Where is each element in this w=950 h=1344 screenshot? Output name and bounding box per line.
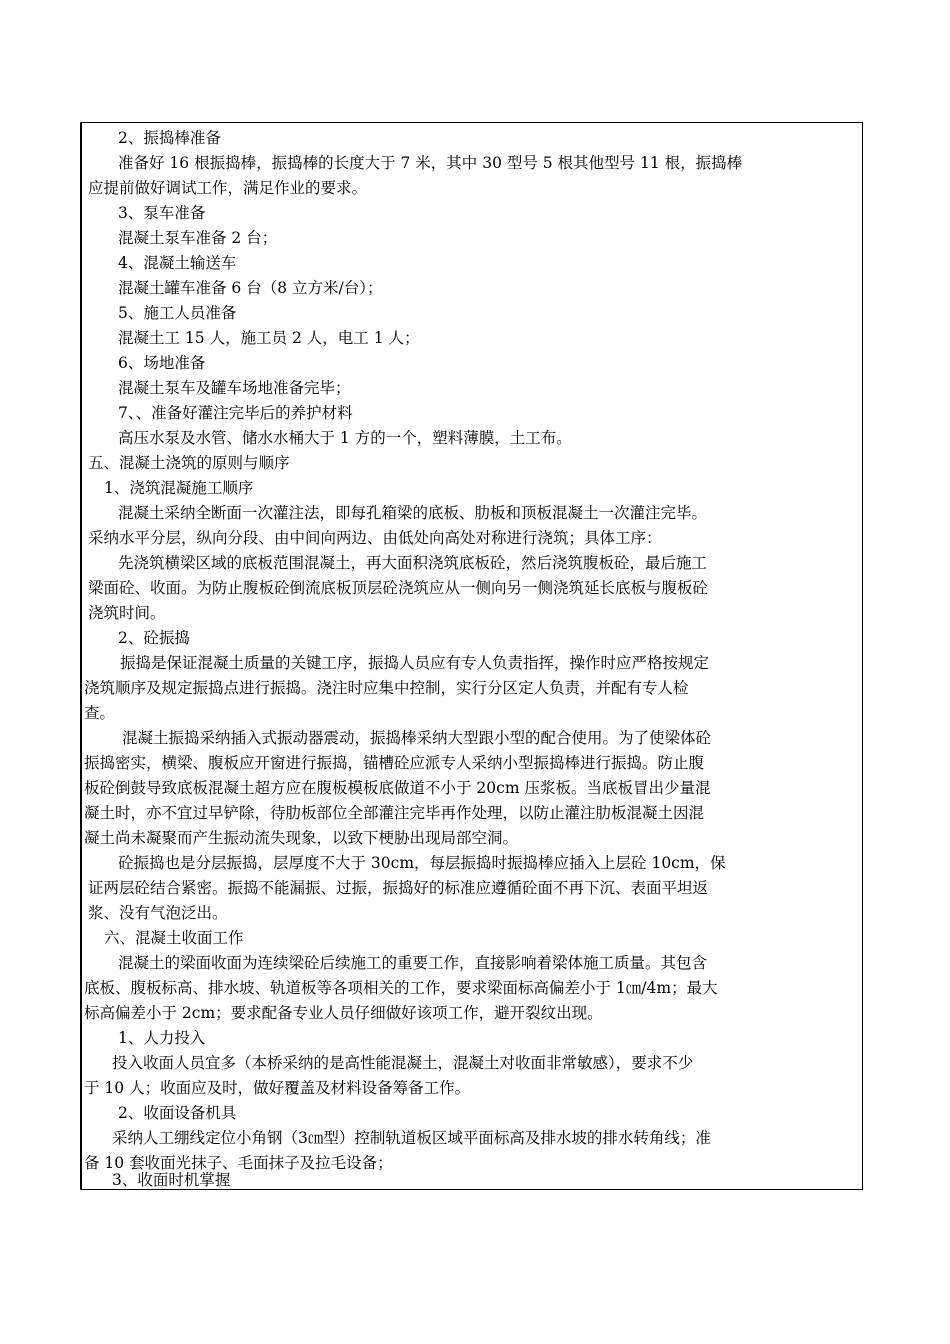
paragraph-line: 混凝土泵车准备 2 台； — [118, 229, 278, 247]
paragraph-line: 采纳人工绷线定位小角钢（3㎝型）控制轨道板区域平面标高及排水坡的排水转角线；准 — [112, 1129, 711, 1147]
heading-vibrator-prep: 2、振捣棒准备 — [118, 129, 221, 147]
paragraph-line: 混凝土的梁面收面为连续梁砼后续施工的重要工作，直接影响着梁体施工质量。其包含 — [118, 954, 708, 972]
paragraph-line: 标高偏差小于 2cm；要求配备专业人员仔细做好该项工作，避开裂纹出现。 — [84, 1004, 603, 1022]
paragraph-line: 底板、腹板标高、排水坡、轨道板等各项相关的工作，要求梁面标高偏差小于 1㎝/4m；最大 — [84, 979, 718, 997]
paragraph-line: 振捣密实，横梁、腹板应开窗进行振捣，锚槽砼应派专人采纳小型振捣棒进行振捣。防止腹 — [84, 754, 705, 772]
paragraph-line: 查。 — [84, 704, 116, 722]
section-heading-pouring: 五、混凝土浇筑的原则与顺序 — [88, 454, 290, 472]
heading-transport-truck: 4、混凝土输送车 — [118, 254, 237, 272]
heading-vibration: 2、砼振捣 — [118, 629, 190, 647]
paragraph-line: 浆、没有气泡泛出。 — [88, 904, 228, 922]
paragraph-line: 混凝土采纳全断面一次灌注法，即每孔箱梁的底板、肋板和顶板混凝土一次灌注完毕。 — [118, 504, 708, 522]
paragraph-line: 板砼倒鼓导致底板混凝土超方应在腹板模板底做道不小于 20cm 压浆板。当底板冒出少量混 — [84, 779, 711, 797]
heading-pouring-sequence: 1、浇筑混凝施工顺序 — [104, 479, 254, 497]
heading-site-prep: 6、场地准备 — [118, 354, 206, 372]
paragraph-line: 高压水泵及水管、储水水桶大于 1 方的一个，塑料薄膜，土工布。 — [118, 429, 572, 447]
paragraph-line: 梁面砼、收面。为防止腹板砼倒流底板顶层砼浇筑应从一侧向另一侧浇筑延长底板与腹板砼 — [88, 579, 709, 597]
paragraph-line: 投入收面人员宜多（本桥采纳的是高性能混凝土，混凝土对收面非常敏感），要求不少 — [112, 1054, 694, 1072]
paragraph-line: 浇筑顺序及规定振捣点进行振捣。浇注时应集中控制，实行分区定人负责，并配有专人检 — [84, 679, 689, 697]
paragraph-line: 砼振捣也是分层振捣，层厚度不大于 30cm，每层振捣时振捣棒应插入上层砼 10cm，保 — [118, 854, 726, 872]
heading-staff-prep: 5、施工人员准备 — [118, 304, 237, 322]
paragraph-line: 混凝土工 15 人，施工员 2 人，电工 1 人； — [118, 329, 420, 347]
paragraph-line: 凝土时，亦不宜过早铲除，待肋板部位全部灌注完毕再作处理，以防止灌注肋板混凝土因混 — [84, 804, 705, 822]
heading-curing-materials: 7、、准备好灌注完毕后的养护材料 — [118, 404, 353, 422]
paragraph-line: 准备好 16 根振捣棒，振捣棒的长度大于 7 米，其中 30 型号 5 根其他型号 11 根，振捣棒 — [118, 154, 743, 172]
paragraph-line: 振捣是保证混凝土质量的关键工序，振捣人员应有专人负责指挥，操作时应严格按规定 — [120, 654, 710, 672]
heading-pump-truck-prep: 3、泵车准备 — [118, 204, 206, 222]
paragraph-line: 先浇筑横梁区域的底板范围混凝土，再大面积浇筑底板砼，然后浇筑腹板砼，最后施工 — [118, 554, 708, 572]
paragraph-line: 混凝土振捣采纳插入式振动器震动，振捣棒采纳大型跟小型的配合使用。为了使梁体砼 — [122, 729, 712, 747]
section-heading-finishing: 六、混凝土收面工作 — [104, 929, 244, 947]
heading-finishing-equipment: 2、收面设备机具 — [118, 1104, 237, 1122]
paragraph-line: 浇筑时间。 — [88, 604, 166, 622]
paragraph-line: 于 10 人；收面应及时，做好覆盖及材料设备筹备工作。 — [84, 1079, 471, 1097]
paragraph-line: 凝土尚未凝聚而产生振动流失现象，以致下梗胁出现局部空洞。 — [84, 829, 519, 847]
paragraph-line: 混凝土罐车准备 6 台（8 立方米/台）； — [118, 279, 383, 297]
paragraph-line: 混凝土泵车及罐车场地准备完毕； — [118, 379, 351, 397]
paragraph-line: 应提前做好调试工作，满足作业的要求。 — [88, 179, 368, 197]
paragraph-line: 备 10 套收面光抹子、毛面抹子及拉毛设备； — [84, 1154, 393, 1172]
paragraph-line: 证两层砼结合紧密。振捣不能漏振、过振，振捣好的标准应遵循砼面不再下沉、表面平坦返 — [88, 879, 709, 897]
heading-manpower: 1、人力投入 — [118, 1029, 206, 1047]
paragraph-line: 采纳水平分层，纵向分段、由中间向两边、由低处向高处对称进行浇筑；具体工序： — [88, 529, 662, 547]
heading-finishing-timing: 3、收面时机掌握 — [112, 1171, 231, 1189]
